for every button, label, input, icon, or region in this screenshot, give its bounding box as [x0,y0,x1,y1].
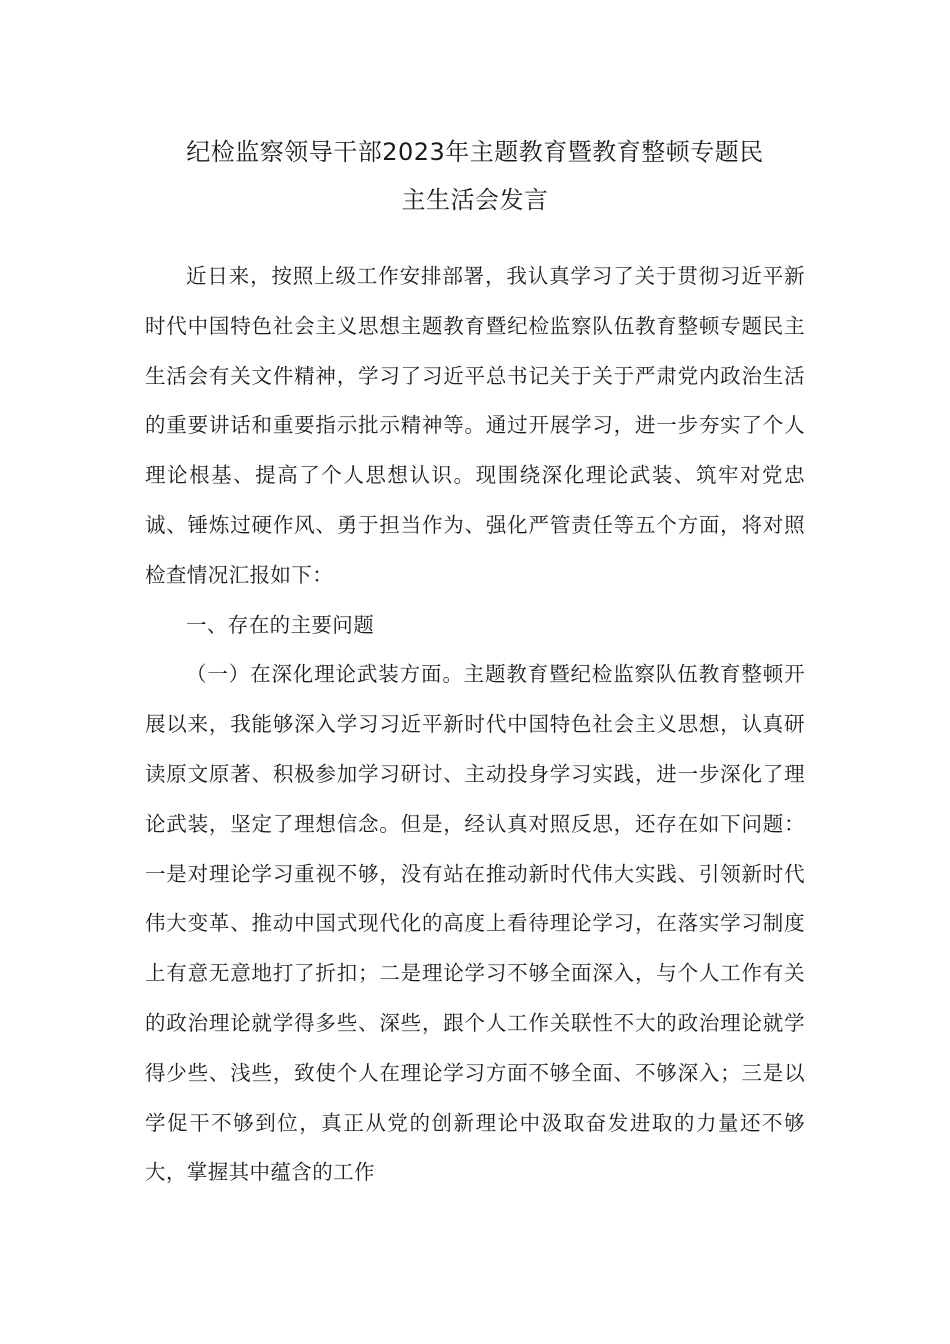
intro-paragraph: 近日来，按照上级工作安排部署，我认真学习了关于贯彻习近平新时代中国特色社会主义思想主题教育暨纪检监察队伍教育整顿专题民主生活会有关文件精神，学习了习近平总书记关于关于严肃党内政治生活的重要讲话和重要指示批示精神等。通过开展学习，进一步夯实了个人理论根基、提高了个人思想认识。现围绕深化理论武装、筑牢对党忠诚、锤炼过硬作风、勇于担当作为、强化严管责任等五个方面，将对照检查情况汇报如下： [145,264,805,587]
body-paragraph: （一）在深化理论武装方面。主题教育暨纪检监察队伍教育整顿开展以来，我能够深入学习习近平新时代中国特色社会主义思想，认真研读原文原著、积极参加学习研讨、主动投身学习实践，进一步深化了理论武装，坚定了理想信念。但是，经认真对照反思，还存在如下问题：一是对理论学习重视不够，没有站在推动新时代伟大实践、引领新时代伟大变革、推动中国式现代化的高度上看待理论学习，在落实学习制度上有意无意地打了折扣；二是理论学习不够全面深入，与个人工作有关的政治理论就学得多些、深些，跟个人工作关联性不大的政治理论就学得少些、浅些，致使个人在理论学习方面不够全面、不够深入；三是以学促干不够到位，真正从党的创新理论中汲取奋发进取的力量还不够大，掌握其中蕴含的工作 [145,662,805,1185]
title-line-2: 主生活会发言 [401,186,549,214]
title-line-1: 纪检监察领导干部2023年主题教育暨教育整顿专题民 [186,138,764,166]
document-body [145,252,805,1198]
section-heading: 一、存在的主要问题 [186,612,375,637]
document-title [145,128,805,224]
